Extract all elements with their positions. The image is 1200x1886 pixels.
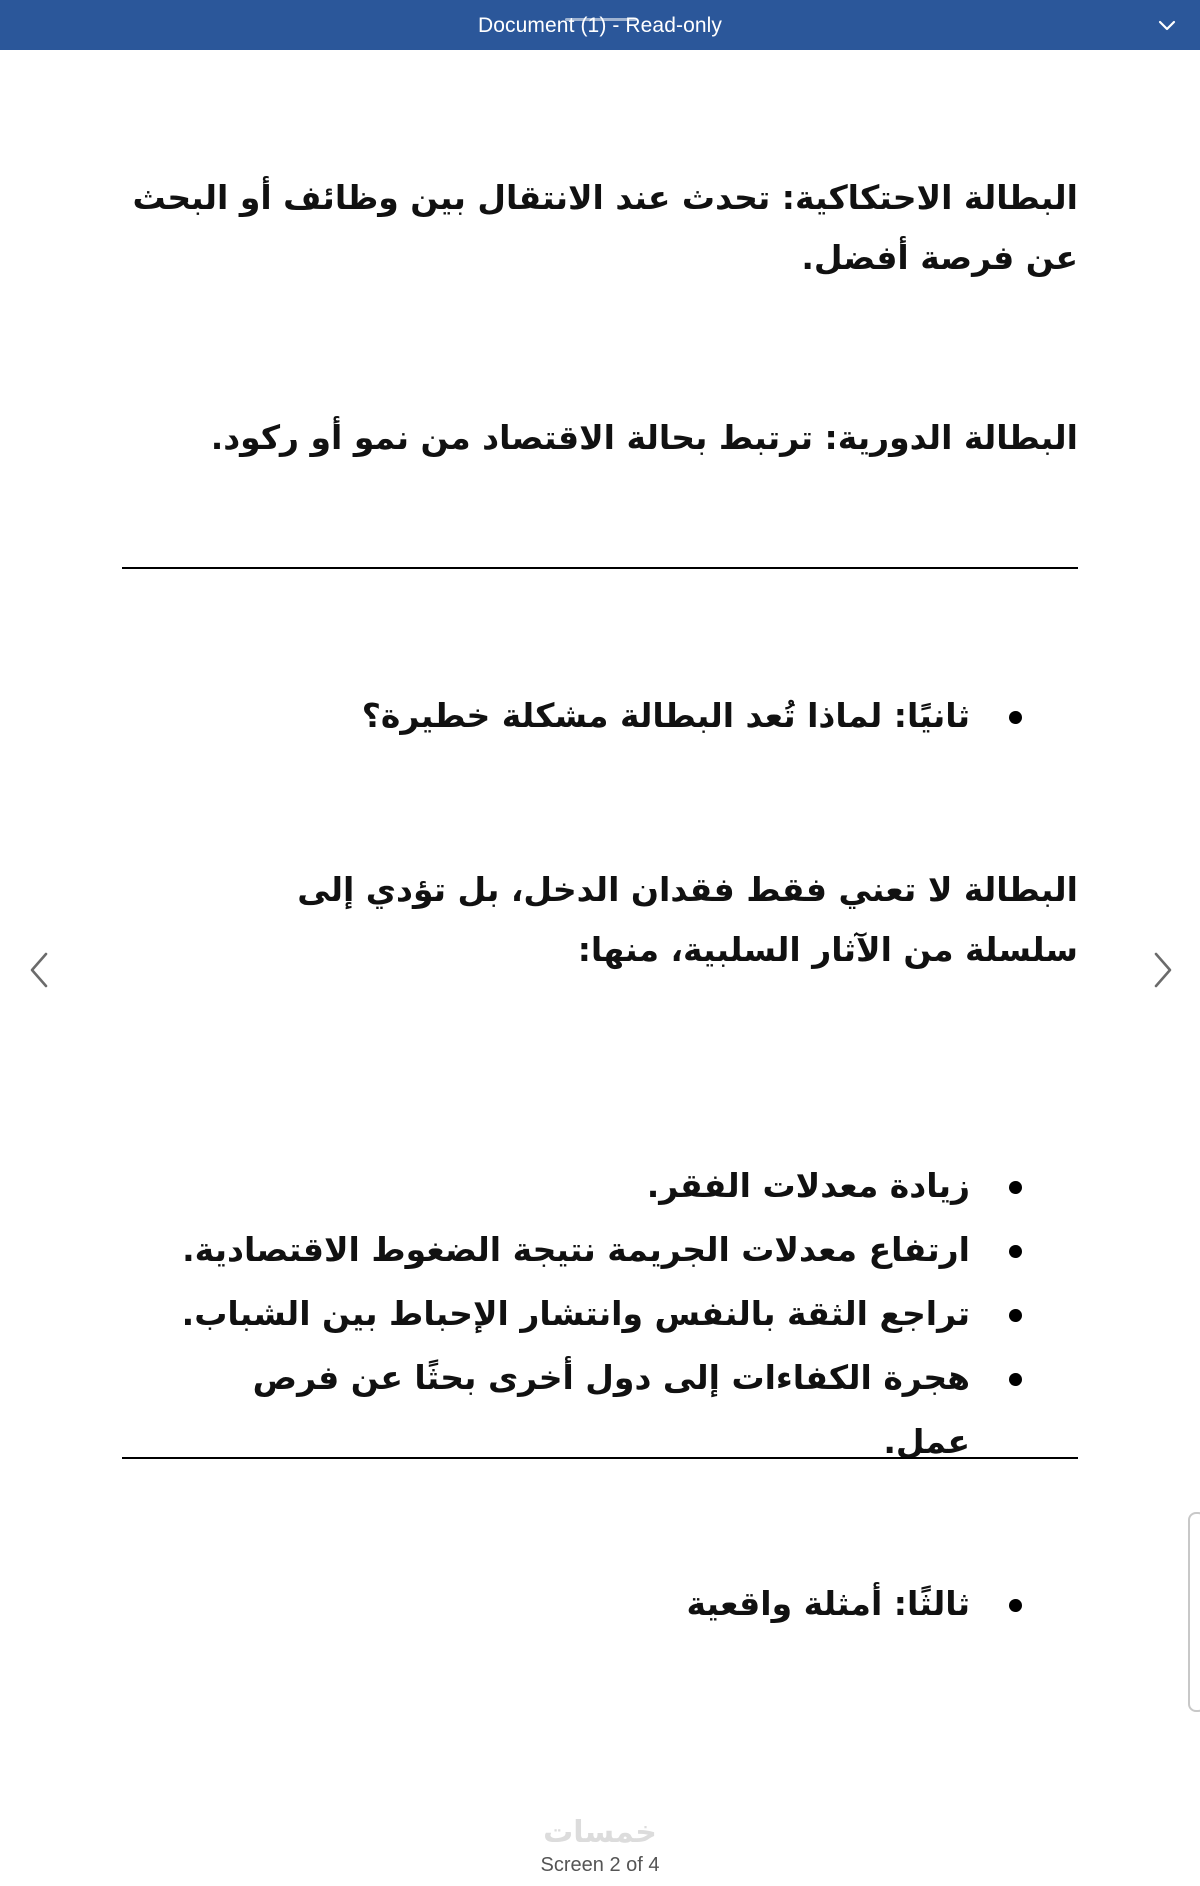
screen-indicator: Screen 2 of 4	[540, 1854, 660, 1876]
paragraph-negative-effects: البطالة لا تعني فقط فقدان الدخل، بل تؤدي إلى سلسلة من الآثار السلبية، منها:	[297, 870, 1078, 969]
bullet-icon	[1009, 1245, 1022, 1258]
svg-text:خمسات: خمسات	[543, 1815, 657, 1848]
title-bar	[0, 0, 1200, 50]
khamsat-watermark	[0, 1814, 1200, 1852]
bullet-icon	[1009, 1309, 1022, 1322]
heading-why-serious-text: ثانيًا: لماذا تُعد البطالة مشكلة خطيرة؟	[361, 696, 970, 735]
effects-list-item	[162, 1346, 1022, 1474]
effects-list-item-text: هجرة الكفاءات إلى دول أخرى بحثًا عن فرص عمل.	[252, 1358, 970, 1461]
paragraph-cyclical-unemployment: البطالة الدورية: ترتبط بحالة الاقتصاد من نمو أو ركود.	[210, 418, 1078, 457]
heading-third-list	[162, 1572, 1022, 1636]
effects-list-item	[162, 1154, 1022, 1218]
heading-real-examples-text: ثالثًا: أمثلة واقعية	[686, 1584, 970, 1623]
effects-list-item	[162, 1282, 1022, 1346]
horizontal-rule	[122, 1457, 1078, 1459]
bullet-icon	[1009, 711, 1022, 724]
bullet-icon	[1009, 1599, 1022, 1612]
effects-list-item-text: زيادة معدلات الفقر.	[646, 1166, 970, 1205]
chevron-right-icon[interactable]	[1142, 948, 1182, 992]
paragraph-frictional-unemployment: البطالة الاحتكاكية: تحدث عند الانتقال بين وظائف أو البحث عن فرصة أفضل.	[132, 178, 1078, 277]
chevron-down-icon[interactable]	[1156, 14, 1178, 36]
bullet-icon	[1009, 1373, 1022, 1386]
document-title: Document (1) - Read-only	[478, 14, 722, 37]
effects-list	[162, 1154, 1022, 1474]
heading-real-examples	[162, 1572, 1022, 1636]
heading-why-serious	[162, 684, 1022, 748]
horizontal-rule	[122, 567, 1078, 569]
heading-second-list	[162, 684, 1022, 748]
scroll-handle[interactable]	[1188, 1512, 1200, 1712]
effects-list-item	[162, 1218, 1022, 1282]
effects-list-item-text: ارتفاع معدلات الجريمة نتيجة الضغوط الاقتصادية.	[182, 1230, 970, 1269]
chevron-left-icon[interactable]	[20, 948, 60, 992]
effects-list-item-text: تراجع الثقة بالنفس وانتشار الإحباط بين الشباب.	[181, 1294, 970, 1333]
bullet-icon	[1009, 1181, 1022, 1194]
